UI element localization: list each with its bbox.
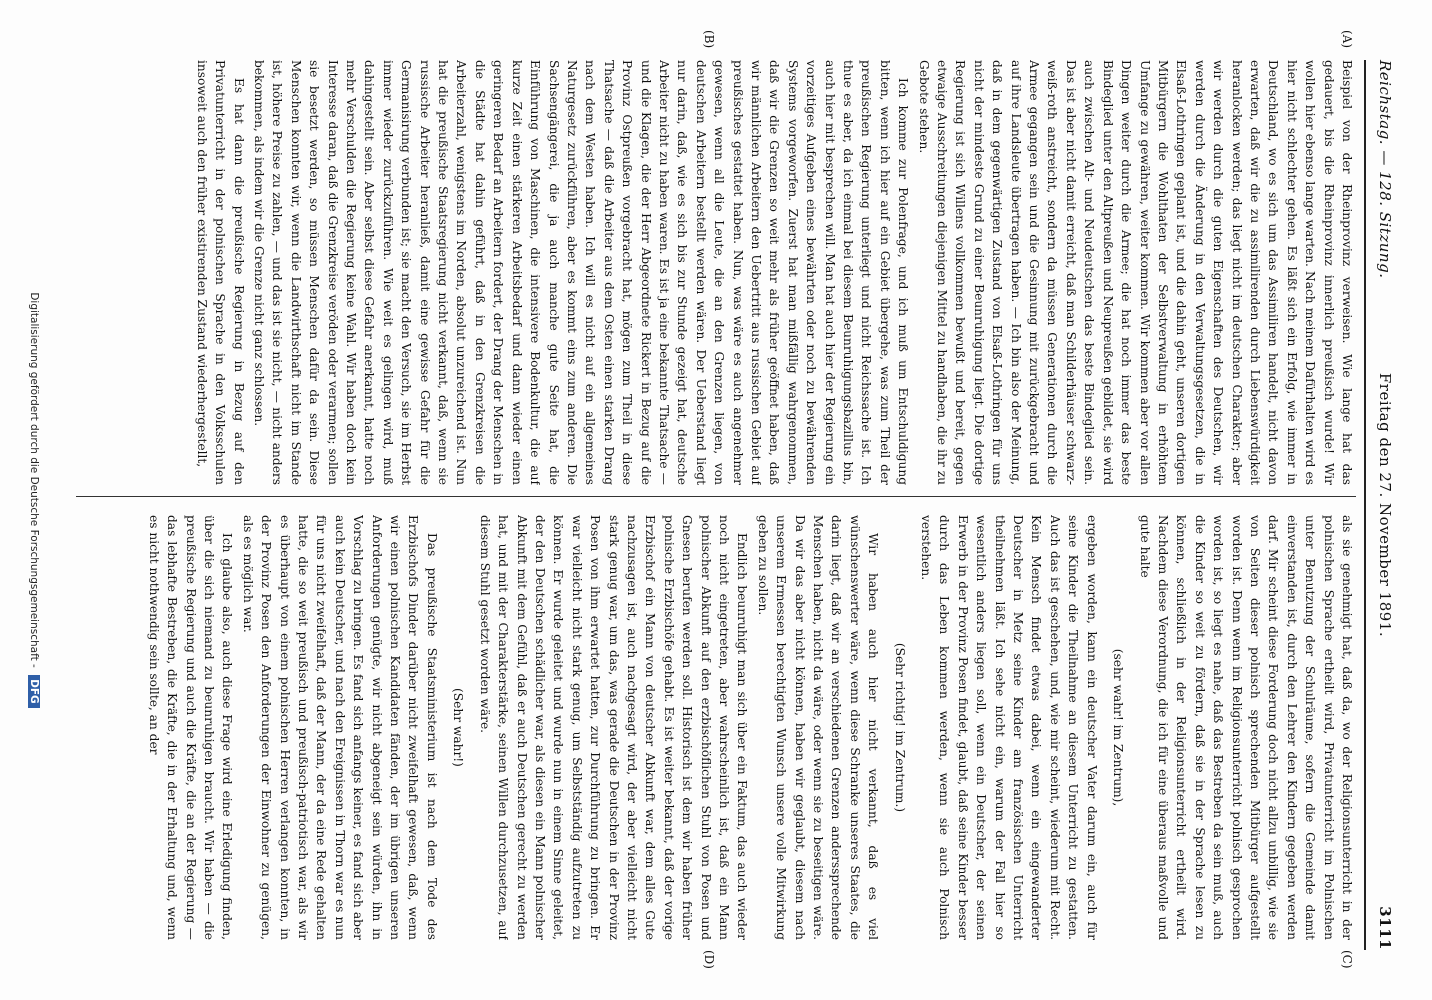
credit-text: Digitalisierung gefördert durch die Deutsche Forschungsgemeinschaft - [28,292,40,668]
left-column [76,60,1356,485]
running-head [1368,60,1394,950]
paragraph: Endlich beunruhigt man sich über ein Faktum, das auch wieder noch nicht eingetreten, aber wahrscheinlich ist, daß ein Mann polnischer Abkunft auf den erzbischöflichen Stuhl von Posen und Gnesen berufen werden soll. Historisch ist dem wir haben früher polnische Erzbischöfe gehabt. Es ist weiter bekannt, daß der vorige Erzbischof ein Mann von deutscher Abkunft war, dem alles Gute nachzusagen ist, auch nachgesagt wird, der aber vielleicht nicht stark genug war, um das, was gerade die Deutschen in der Provinz Posen von ihm erwartet hatten, zur Durchführung zu bringen. Er war vielleicht nicht stark genug, um Selbstständig aufzutreten zu können. Er wurde geleitet und wurde nun in einem Sinne geleitet, der den Deutschen schädlicher war, als diesen ein Mann polnischer Abkunft mit dem Gefühl, daß er auch Deutschen gerecht zu werden hat, und mit der Charakterstärke, seinen Willen durchzusetzen, auf diesem Stuhl gesetzt worden wäre. [477,515,750,940]
margin-marker-a: (A) [1340,30,1354,49]
margin-marker-d: (D) [702,950,716,969]
column-divider [76,496,1356,497]
page-number: 3111 [1376,906,1394,950]
paragraph: als sie genehmigt hat, daß da, wo der Religionsunterricht in der polnischen Sprache ertheilt wird, Privatunterricht im Polnischen unter Benutzung der Schulräume, sofern die Gemeinde damit einverstanden ist, durch den Lehrer den Kindern gegeben werden darf. Mir scheint diese Forderung doch nicht allzu unbillig, wie sie von Seiten dieser polnisch sprechenden Mitbürger aufgestellt worden ist. Denn wenn im Religionsunterricht polnisch gesprochen worden ist, so liegt es nahe, daß das Bestreben da sein muß, auch die Kinder so weit zu fördern, daß sie in der Sprache lesen zu können, schließlich in der Religionsunterricht ertheilt wird. Nachdem diese Verordnung, die ich für eine überaus maßvolle und gute halte [1137,515,1354,940]
right-column [76,515,1356,940]
header-rule [1364,60,1366,950]
paragraph: Das preußische Staatsministerium ist nach dem Tode des Erzbischofs Dinder darüber nicht zweifelhaft gewesen, daß, wenn wir einen polnischen Kandidaten fänden, der im übrigen unseren Anforderungen genügte, wir nicht abgeneigt sein würden, ihn in Vorschlag zu bringen. Es fand sich anfangs keiner, es fand sich aber auch kein Deutscher, und nach den Ereignissen in Thorn war es nun für uns nicht zweifelhaft, daß der Mann, der da eine Rede gehalten hatte, die so weit preußisch und preußisch-patriotisch war, als wir es überhaupt von einem polnischen Herren verlangen konnten, in der Provinz Posen den Anforderungen der Einwohner zu genügen, als es möglich war. [240,515,439,940]
paragraph: Wir haben auch hier nicht verkannt, daß es viel wünschenswerter wäre, wenn diese Schranke unseres Staates, die darin liegt, daß wir an verschiedenen Grenzen anderssprechende Menschen haben, nicht da wäre, oder wenn sie zu beseitigen wäre. Da wir das aber nicht können, haben wir geglaubt, diesem nach unserem Ermessen berechtigten Wunsch unsere volle Mitwirkung geben zu sollen. [755,515,881,940]
interjection: (Sehr richtig! im Zentrum.) [892,642,907,813]
dfg-logo: DFG [28,675,40,708]
paragraph: Beispiel von der Rheinprovinz verweisen. Wie lange hat das gedauert, bis die Rheinprovinz innerlich preußisch wurde! Wir wollen hier ebenso lange warten. Nach meinem Dafürhalten wird es hier nicht schlechter gehen. Es läßt sich ein Erfolg, wie immer in Deutschland, wo es sich um das Assimiliren handelt, nicht davon erwarten, daß wir die zu assimilirenden durch Liebenswürdigkeit heranlocken werden; das liegt nicht im deutschen Charakter; aber wir werden durch die guten Eigenschaften des Deutschen, wir werden durch die Änderung in den Verwaltungsgesetzen, die in Elsaß-Lothringen geplant ist, und die dahin geht, unseren dortigen Mitbürgern die Wohlthaten der Selbstverwaltung in erhöhtem Umfange zu gewähren, weiter kommen. Wir kommen aber vor allen Dingen weiter durch die Armee; die hat noch immer das beste Bindeglied unter den Altpreußen und Neupreußen gebildet, sie wird auch zwischen Alt- und Neudeutschen das beste Bindeglied sein. Das ist aber nicht damit erreicht, daß man Schilderhäuser schwarz-weiß-roth anstreicht, sondern da müssen Generationen durch die Armee gegangen sein und die Gesinnung mit zurückgebracht und auf ihre Landsleute übertragen haben. — Ich bin also der Meinung, daß in dem gegenwärtigen Zustand von Elsaß-Lothringen für uns nicht der mindeste Grund zu einer Beunruhigung liegt. Die dortige Regierung ist sich Willens vollkommen bewußt und bereit, gegen etwaige Ausschreitungen diejenigen Mittel zu handhaben, die ihr zu Gebote stehen. [916,60,1354,485]
margin-marker-c: (C) [1340,950,1354,969]
paragraph: ergeben worden, kann ein deutscher Vater darum ein, auch für seine Kinder die Theilnahme an diesem Unterricht zu gestatten. Auch das ist geschehen, und, wie mir scheint, wiederum mit Recht. Kein Mensch findet etwas dabei, wenn ein eingewanderter Deutscher in Metz seine Kinder am französischen Unterricht theilnehmen läßt. Ich sehe nicht ein, warum der Fall hier so wesentlich anders liegen soll, wenn ein Deutscher, der seinen Erwerb in der Provinz Posen findet, glaubt, daß seine Kinder besser durch das Leben kommen werden, wenn sie auch Polnisch verstehen. [919,515,1099,940]
session-date: Freitag den 27. November 1891. [1376,372,1394,638]
interjection: (sehr wahr! im Zentrum), [1111,648,1126,807]
margin-marker-b: (B) [702,30,716,49]
paragraph: Ich glaube also, auch diese Frage wird eine Erledigung finden, über die sich niemand zu beunruhigen braucht. Wir haben — die preußische Regierung und auch die Kräfte, die an der Regierung — das lebhafte Bestreben, die Kräfte, die in der Erhaltung und, wenn es nicht nothwendig sein sollte, an der [146,515,235,940]
paragraph: Es hat dann die preußische Regierung in Bezug auf den Privatunterricht in der polnischen Sprache in den Volksschulen insoweit auch den früher existirenden Zustand wiederhergestellt, [194,60,246,485]
interjection: (Sehr wahr!) [451,688,466,767]
session-title: Reichstag. — 128. Sitzung. [1376,60,1394,279]
paragraph: Ich komme zur Polenfrage, und ich muß um Entschuldigung bitten, wenn ich hier auf ein Gebiet übergehe, was zum Theil der preußischen Regierung unterliegt und nicht Reichssache ist. Ich thue es aber, da ich einmal bei diesem Beunruhigungsbazillus bin, auch hier mit besprechen will. Man hat auch hier der Regierung ein vorzeitiges Aufgeben eines bewährten oder noch zu bewährenden Systems vorgeworfen. Zuerst hat man mißfällig wahrgenommen, daß wir die Grenzen so weit mehr als früher geöffnet haben, daß wir männlichen Arbeitern den Uebertritt aus russischen Gebiet auf preußisches gestattet haben. Nun, was wäre es auch angenehmer gewesen, wenn all die Leute, die an den Grenzen liegen, von deutschen Arbeitern bestellt werden wären. Der Ueberstand liegt nur darin, daß, wie es sich bis zur Stunde gezeigt hat, deutsche Arbeiter nicht zu haben waren. Es ist ja eine bekannte Thatsache — und die Klagen, die der Herr Abgeordnete Rickert in Bezug auf die Provinz Ostpreußen vorgebracht hat, mögen zum Theil in diese Thatsache — daß die Arbeiter aus dem Osten einen starken Drang nach dem Westen haben. Ich will es nicht auf ein allgemeines Naturgesetz zurückführen, aber es kommt eins zum anderen. Die Sachsengängerei, die ja auch manche gute Seite hat, die Einführung von Maschinen, die intensivere Bodenkultur, die auf kurze Zeit einen stärkeren Arbeitsbedarf und dann wieder einen geringeren Bedarf an Arbeitern fordert, der Drang der Menschen in die Städte hat dahin geführt, daß in den Grenzkreisen die Arbeiterzahl, wenigstens im Norden, absolut unzureichend ist. Nun hat die preußische Staatsregierung nicht verkannt, daß, wenn sie russische Arbeiter heranließ, damit eine gewisse Gefahr für die Germanisirung verbunden ist; sie macht den Versuch, sie im Herbst immer wieder zurückzuführen. Wie weit es gelingen wird, muß dahingestellt sein. Aber selbst diese Gefahr anerkannt, hatte noch mehr Verschulden die Regierung keine Wahl. Wir haben doch kein Interesse daran, daß die Grenzkreise veröden oder verarmen; sollen sie besetzt werden, so müssen Menschen dafür da sein. Diese Menschen konnten wir, wenn die Landwirthschaft nicht im Stande ist, höhere Preise zu zahlen, — und das ist sie nicht, — nicht anders bekommen, als indem wir die Grenze nicht ganz schlossen. [252,60,911,485]
digitization-credit [28,0,40,1000]
